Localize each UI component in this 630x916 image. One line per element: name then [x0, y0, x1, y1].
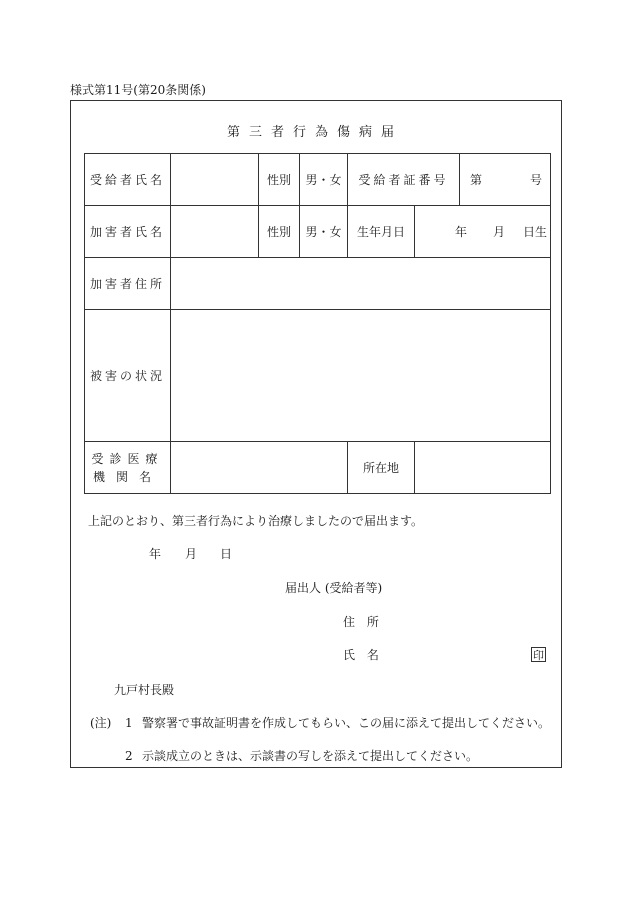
- damage-row: [85, 310, 551, 442]
- offender-name-field[interactable]: [171, 206, 259, 258]
- location-label: 所在地: [348, 442, 415, 494]
- claim-table: [84, 153, 551, 494]
- form-title: 第三者行為傷病届: [226, 125, 403, 140]
- seal-mark: 印: [533, 649, 544, 662]
- clinic-name-field[interactable]: [171, 442, 348, 494]
- recipient-name-field[interactable]: [171, 154, 259, 206]
- applicant-label: 届出人 (受給者等): [285, 581, 383, 595]
- recipient-name-label: 受給者氏名: [85, 154, 171, 206]
- clinic-label-line1: 受診医療: [91, 451, 164, 466]
- note-2-text: 示談成立のときは、示談書の写しを添えて提出してください。: [142, 749, 479, 763]
- note-1-number: 1: [125, 716, 133, 730]
- gender-options[interactable]: 男・女: [300, 154, 348, 206]
- birth-year: 年: [454, 225, 467, 239]
- offender-address-field[interactable]: [171, 258, 551, 310]
- name-label: 氏 名: [343, 648, 383, 662]
- offender-address-row: [85, 258, 551, 310]
- gender-options-2[interactable]: 男・女: [300, 206, 348, 258]
- gender-label-2: 性別: [259, 206, 300, 258]
- number-prefix: 第: [470, 173, 483, 187]
- notes-prefix: (注): [90, 716, 112, 730]
- damage-label: 被害の状況: [85, 310, 171, 442]
- form-number: 様式第11号(第20条関係): [70, 83, 206, 97]
- clinic-row: [85, 442, 551, 494]
- clinic-label-line2: 機関名: [92, 469, 162, 484]
- gender-label: 性別: [259, 154, 300, 206]
- birthdate-field[interactable]: [415, 206, 551, 258]
- date-day: 日: [220, 547, 233, 561]
- note-1-text: 警察署で事故証明書を作成してもらい、この届に添えて提出してください。: [142, 716, 551, 730]
- date-year: 年: [149, 547, 162, 561]
- offender-row: [85, 206, 551, 258]
- addressee: 九戸村長殿: [114, 683, 175, 697]
- birthdate-label: 生年月日: [348, 206, 415, 258]
- clinic-label: [85, 442, 171, 494]
- date-month: 月: [185, 547, 198, 561]
- birth-month: 月: [492, 225, 505, 239]
- recipient-row: [85, 154, 551, 206]
- birth-day: 日生: [522, 225, 547, 239]
- cert-number-label: 受給者証番号: [348, 154, 460, 206]
- offender-address-label: 加害者住所: [85, 258, 171, 310]
- statement-text: 上記のとおり、第三者行為により治療しましたので届出ます。: [88, 514, 424, 528]
- offender-name-label: 加害者氏名: [85, 206, 171, 258]
- address-label: 住 所: [343, 615, 383, 629]
- cert-number-field[interactable]: [460, 154, 551, 206]
- number-suffix: 号: [530, 173, 543, 187]
- note-2-number: 2: [125, 749, 133, 763]
- location-field[interactable]: [415, 442, 551, 494]
- damage-field[interactable]: [171, 310, 551, 442]
